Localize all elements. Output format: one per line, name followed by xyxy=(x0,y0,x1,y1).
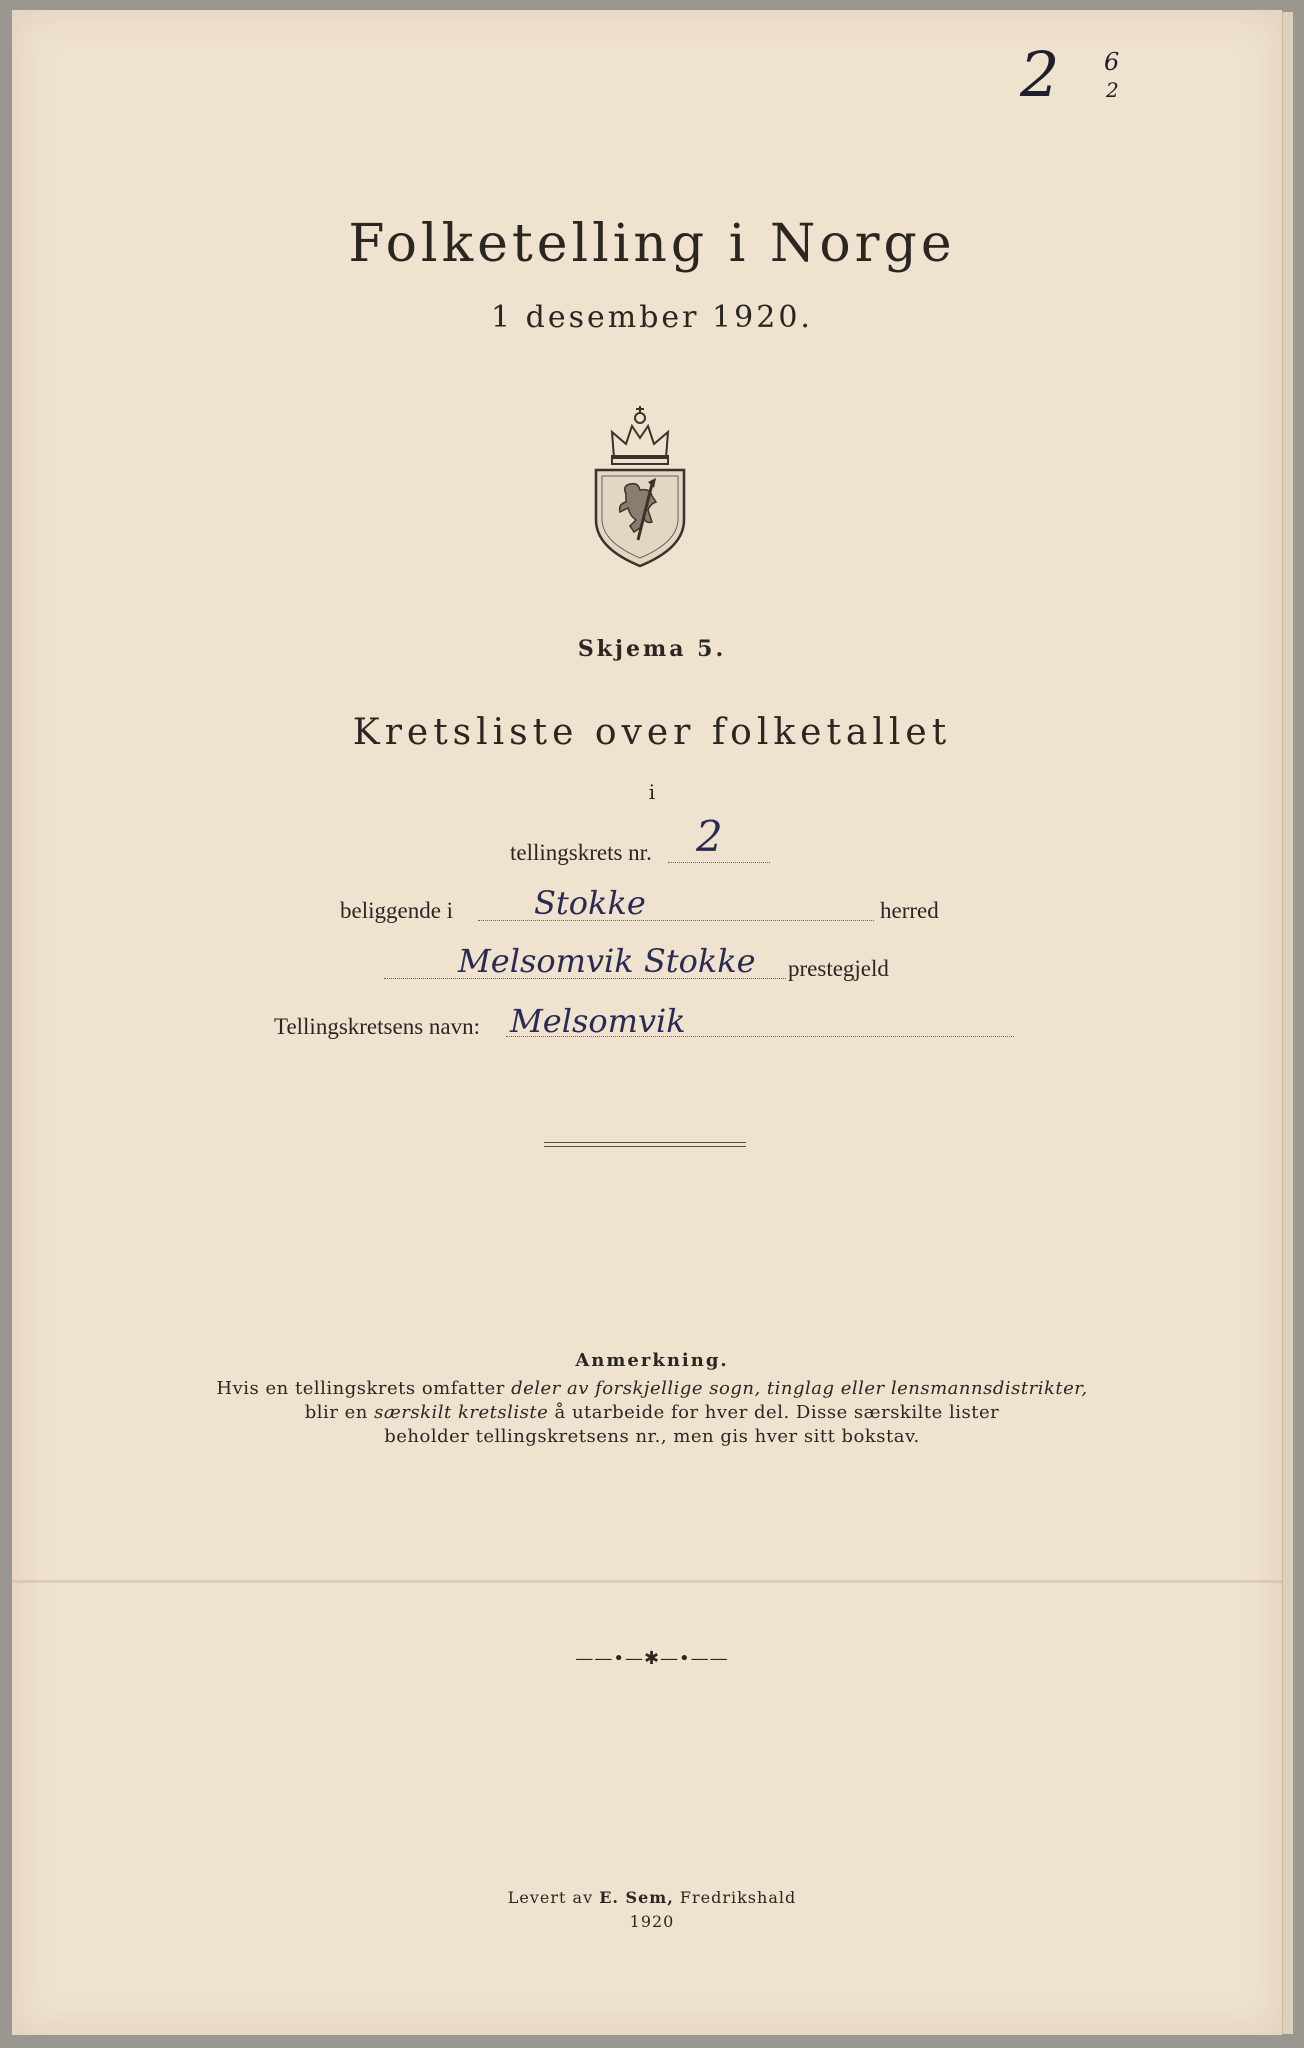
norwegian-coat-of-arms-icon xyxy=(590,398,690,570)
corner-number-superscript: 6 xyxy=(1104,48,1120,76)
note-line-2 xyxy=(0,1402,1304,1423)
location-label: beliggende i xyxy=(340,898,454,923)
schema-number: Skjema 5. xyxy=(577,636,727,662)
krets-number-line xyxy=(668,862,770,863)
printer-prefix: Levert av xyxy=(507,1888,594,1907)
printer-city: Fredrikshald xyxy=(679,1888,797,1907)
note-line-3: beholder tellingskretsens nr., men gis hver sitt bokstav. xyxy=(384,1426,920,1447)
printer-name: E. Sem, xyxy=(599,1888,674,1907)
herred-label: herred xyxy=(880,898,939,923)
corner-number: 2 xyxy=(1020,38,1060,111)
district-name-label: Tellingskretsens navn: xyxy=(274,1014,480,1039)
note-line-1 xyxy=(0,1378,1304,1399)
ornament-divider: ——•—✱—•—— xyxy=(575,1648,729,1669)
divider-rule-bottom xyxy=(544,1146,746,1147)
divider-rule-top xyxy=(544,1142,746,1143)
corner-number-subscript: 2 xyxy=(1106,78,1119,102)
location-value: Stokke xyxy=(534,884,646,922)
print-year: 1920 xyxy=(629,1912,675,1931)
krets-number-label: tellingskrets nr. xyxy=(510,840,652,865)
note-line-2-start: blir en xyxy=(304,1402,368,1423)
district-name-value: Melsomvik xyxy=(510,1002,686,1040)
parish-label: prestegjeld xyxy=(788,956,889,981)
document-title: Folketelling i Norge xyxy=(348,214,956,274)
paper-fold xyxy=(12,1580,1282,1583)
note-line-1-emphasis: deler av forskjellige sogn, tinglag eller lensmannsdistrikter, xyxy=(511,1378,1088,1399)
note-line-1-start: Hvis en tellingskrets omfatter xyxy=(216,1378,505,1399)
form-heading: Kretsliste over folketallet xyxy=(352,712,952,753)
note-heading: Anmerkning. xyxy=(575,1350,729,1371)
printer-line xyxy=(0,1888,1304,1907)
connector-word: i xyxy=(648,780,656,804)
census-date: 1 desember 1920. xyxy=(491,300,813,335)
note-line-2-emphasis: særskilt kretsliste xyxy=(374,1402,549,1423)
krets-number-value: 2 xyxy=(696,812,723,861)
parish-value: Melsomvik Stokke xyxy=(458,942,756,980)
note-line-2-end: å utarbeide for hver del. Disse særskilte lister xyxy=(554,1402,1000,1423)
